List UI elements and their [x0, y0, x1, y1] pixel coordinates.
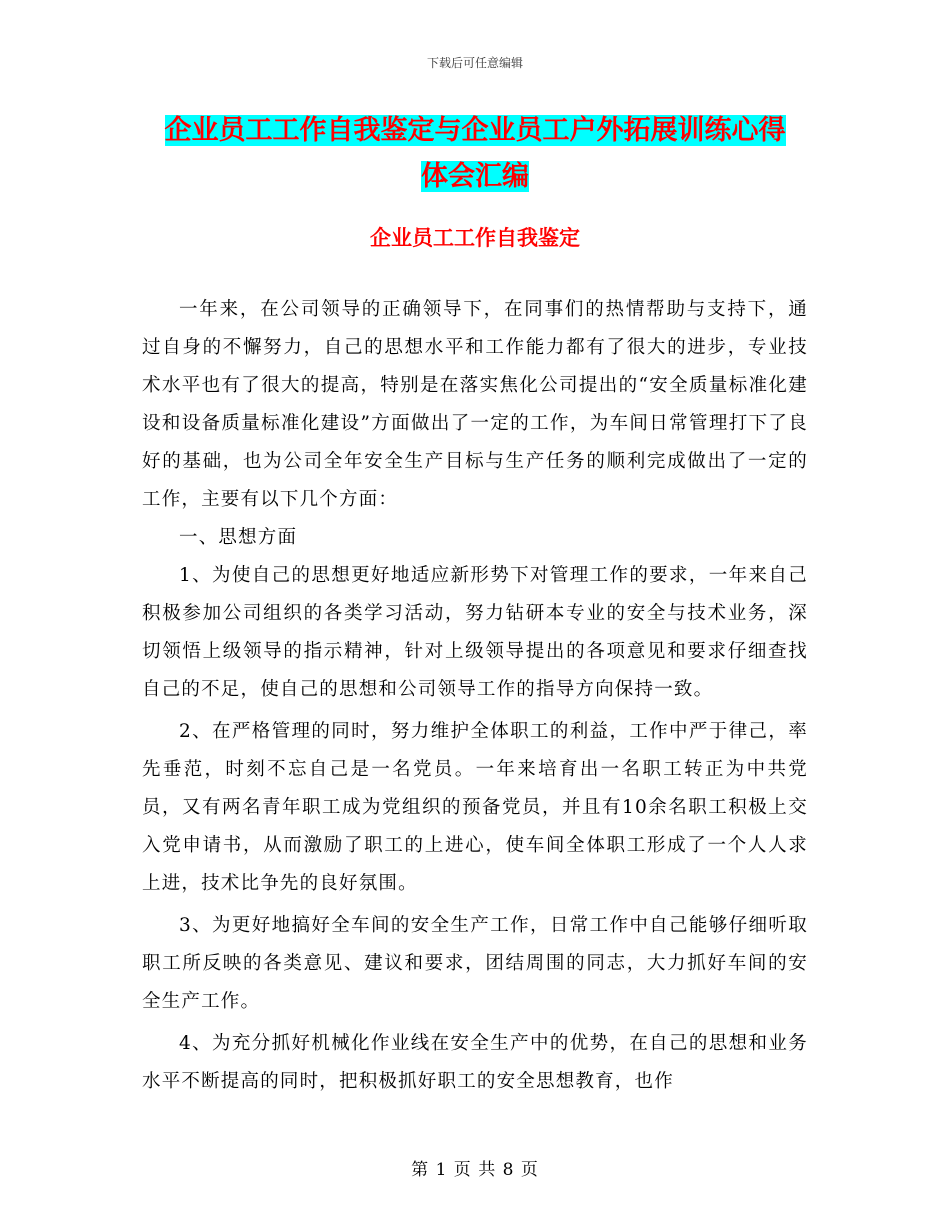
page-footer: 第 1 页 共 8 页 — [411, 1160, 539, 1180]
paragraph-heading-thought: 一、思想方面 — [179, 527, 298, 548]
paragraph-intro: 一年来，在公司领导的正确领导下，在同事们的热情帮助与支持下，通过自身的不懈努力，自己的思想水平和工作能力都有了很大的进步，专业技术水平也有了很大的提高，特别是在落实焦化公司提出的“安全质量标准化建设和设备质量标准化建设”方面做出了一定的工作，为车间日常管理打下了良好的基础，也为公司全年安全生产目标与生产任务的顺利完成做出了一定的工作，主要有以下几个方面： — [142, 299, 808, 510]
paragraph-item-2: 2、在严格管理的同时，努力维护全体职工的利益，工作中严于律己，率先垂范，时刻不忘自己是一名党员。一年来培育出一名职工转正为中共党员，又有两名青年职工成为党组织的预备党员，并且有10余名职工积极上交入党申请书，从而激励了职工的上进心，使车间全体职工形成了一个人人求上进，技术比争先的良好氛围。 — [142, 721, 808, 894]
paragraph-item-3: 3、为更好地搞好全车间的安全生产工作，日常工作中自己能够仔细听取职工所反映的各类意见、建议和要求，团结周围的同志，大力抓好车间的安全生产工作。 — [142, 915, 808, 1012]
paragraph-item-1: 1、为使自己的思想更好地适应新形势下对管理工作的要求，一年来自己积极参加公司组织的各类学习活动，努力钻研本专业的安全与技术业务，深切领悟上级领导的指示精神，针对上级领导提出的各项意见和要求仔细查找自己的不足，使自己的思想和公司领导工作的指导方向保持一致。 — [142, 565, 808, 700]
paragraph-item-4: 4、为充分抓好机械化作业线在安全生产中的优势，在自己的思想和业务水平不断提高的同时，把积极抓好职工的安全思想教育，也作 — [142, 1033, 808, 1092]
document-title-line2: 体会汇编 — [421, 161, 529, 192]
document-title-line1: 企业员工工作自我鉴定与企业员工户外拓展训练心得 — [164, 115, 786, 146]
document-body — [142, 291, 808, 1101]
document-title — [142, 108, 808, 200]
page-header: 下载后可任意编辑 — [426, 56, 523, 70]
section-title: 企业员工工作自我鉴定 — [370, 226, 580, 250]
